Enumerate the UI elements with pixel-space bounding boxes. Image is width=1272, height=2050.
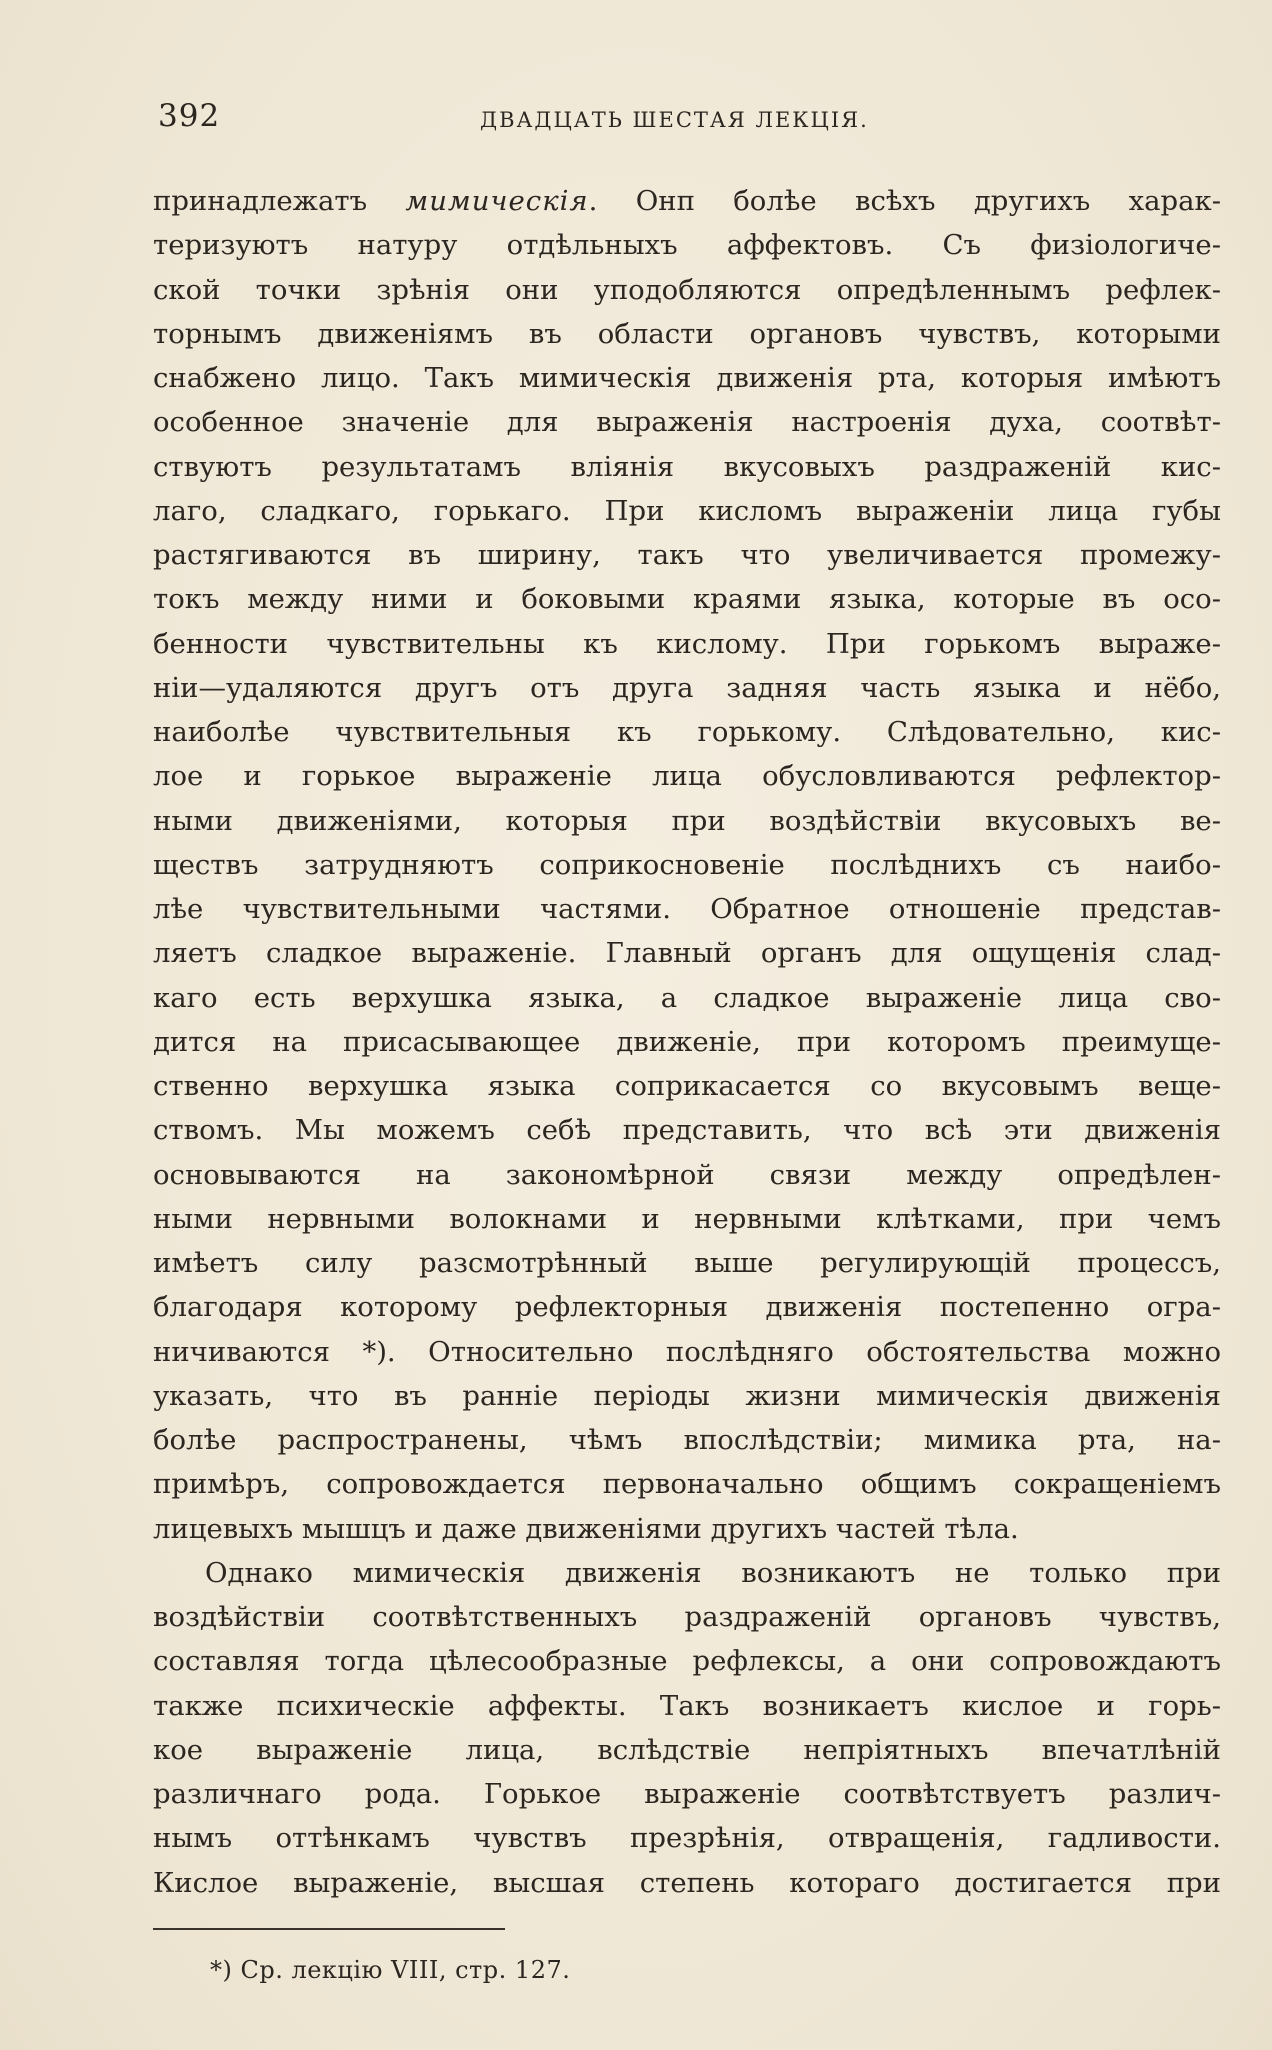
text-line: каго есть верхушка языка, а сладкое выраженiе лица сво- (153, 981, 1221, 1014)
italic-term: мимическiя (405, 185, 589, 217)
text-line: ничиваются *). Относительно послѣдняго обстоятельства можно (153, 1335, 1221, 1368)
text-fragment: принадлежатъ (153, 185, 406, 217)
text-line: ляетъ сладкое выраженiе. Главный органъ для ощущенiя слад- (153, 937, 1221, 970)
text-line: составляя тогда цѣлесообразные рефлексы, а они сопровождаютъ (153, 1645, 1221, 1678)
text-line (153, 179, 1221, 223)
text-line: лое и горькое выраженiе лица обусловливаются рефлектор- (153, 760, 1221, 793)
text-line: ствуютъ результатамъ влiянiя вкусовыхъ раздраженiй кис- (153, 450, 1221, 483)
text-line: также психическiе аффекты. Такъ возникаетъ кислое и горь- (153, 1689, 1221, 1722)
text-line: дится на присасывающее движенiе, при которомъ преимуще- (153, 1025, 1221, 1058)
text-line: указать, что въ раннiе перiоды жизни мимическiя движенiя (153, 1379, 1221, 1412)
text-line: Кислое выраженiе, высшая степень котораго достигается при (153, 1866, 1221, 1899)
body-text (153, 179, 1221, 1905)
text-line: Однако мимическiя движенiя возникаютъ не только при (205, 1556, 1221, 1589)
text-line: особенное значенiе для выраженiя настроенiя духа, соотвѣт- (153, 406, 1221, 439)
text-line: ской точки зрѣнiя они уподобляются опредѣленнымъ рефлек- (153, 273, 1221, 306)
page-number: 392 (158, 98, 221, 134)
text-line: торнымъ движенiямъ въ области органовъ чувствъ, которыми (153, 317, 1221, 350)
running-title: ДВАДЦАТЬ ШЕСТАЯ ЛЕКЦIЯ. (480, 108, 869, 132)
text-line: основываются на закономѣрной связи между опредѣлен- (153, 1158, 1221, 1191)
text-line: токъ между ними и боковыми краями языка, которые въ осо- (153, 583, 1221, 616)
text-line: ными нервными волокнами и нервными клѣтками, при чемъ (153, 1202, 1221, 1235)
text-line: наиболѣе чувствительныя къ горькому. Слѣдовательно, кис- (153, 716, 1221, 748)
text-line: воздѣйствiи соотвѣтственныхъ раздраженiй органовъ чувствъ, (153, 1601, 1221, 1633)
text-line: кое выраженiе лица, вслѣдствiе непрiятныхъ впечатлѣнiй (153, 1733, 1221, 1766)
text-line: различнаго рода. Горькое выраженiе соотвѣтствуетъ различ- (153, 1778, 1221, 1810)
footnote-separator (153, 1928, 505, 1930)
text-line: снабжено лицо. Такъ мимическiя движенiя рта, которыя имѣютъ (153, 362, 1221, 394)
text-line: бенности чувствительны къ кислому. При горькомъ выраже- (153, 627, 1221, 660)
text-line: лаго, сладкаго, горькаго. При кисломъ выраженiи лица губы (153, 494, 1221, 527)
text-line: ными движенiями, которыя при воздѣйствiи вкусовыхъ ве- (153, 804, 1221, 837)
footnote: *) Ср. лекцiю VIII, стр. 127. (210, 1956, 571, 1984)
text-line: благодаря которому рефлекторныя движенiя постепенно огра- (153, 1291, 1221, 1324)
text-line: лѣе чувствительными частями. Обратное отношенiе представ- (153, 893, 1221, 925)
text-line: болѣе распространены, чѣмъ впослѣдствiи; мимика рта, на- (153, 1424, 1221, 1456)
text-line: теризуютъ натуру отдѣльныхъ аффектовъ. Съ физiологиче- (153, 229, 1221, 262)
text-fragment: . Онп болѣе всѣхъ другихъ харак- (588, 185, 1221, 217)
page-header (158, 98, 1218, 144)
text-line: ственно верхушка языка соприкасается со вкусовымъ веще- (153, 1070, 1221, 1102)
text-line: нымъ оттѣнкамъ чувствъ презрѣнiя, отвращенiя, гадливости. (153, 1822, 1221, 1855)
text-line: лицевыхъ мышцъ и даже движенiями другихъ частей тѣла. (153, 1512, 1019, 1545)
text-line: ствомъ. Мы можемъ себѣ представить, что всѣ эти движенiя (153, 1114, 1221, 1147)
text-line: имѣетъ силу разсмотрѣнный выше регулирующiй процессъ, (153, 1247, 1221, 1279)
text-line: нiи—удаляются другъ отъ друга задняя часть языка и нёбо, (153, 671, 1221, 704)
text-line: примѣръ, сопровождается первоначально общимъ сокращенiемъ (153, 1468, 1221, 1501)
text-line: растягиваются въ ширину, такъ что увеличивается промежу- (153, 539, 1221, 571)
text-line: ществъ затрудняютъ соприкосновенiе послѣднихъ съ наибо- (153, 848, 1221, 881)
